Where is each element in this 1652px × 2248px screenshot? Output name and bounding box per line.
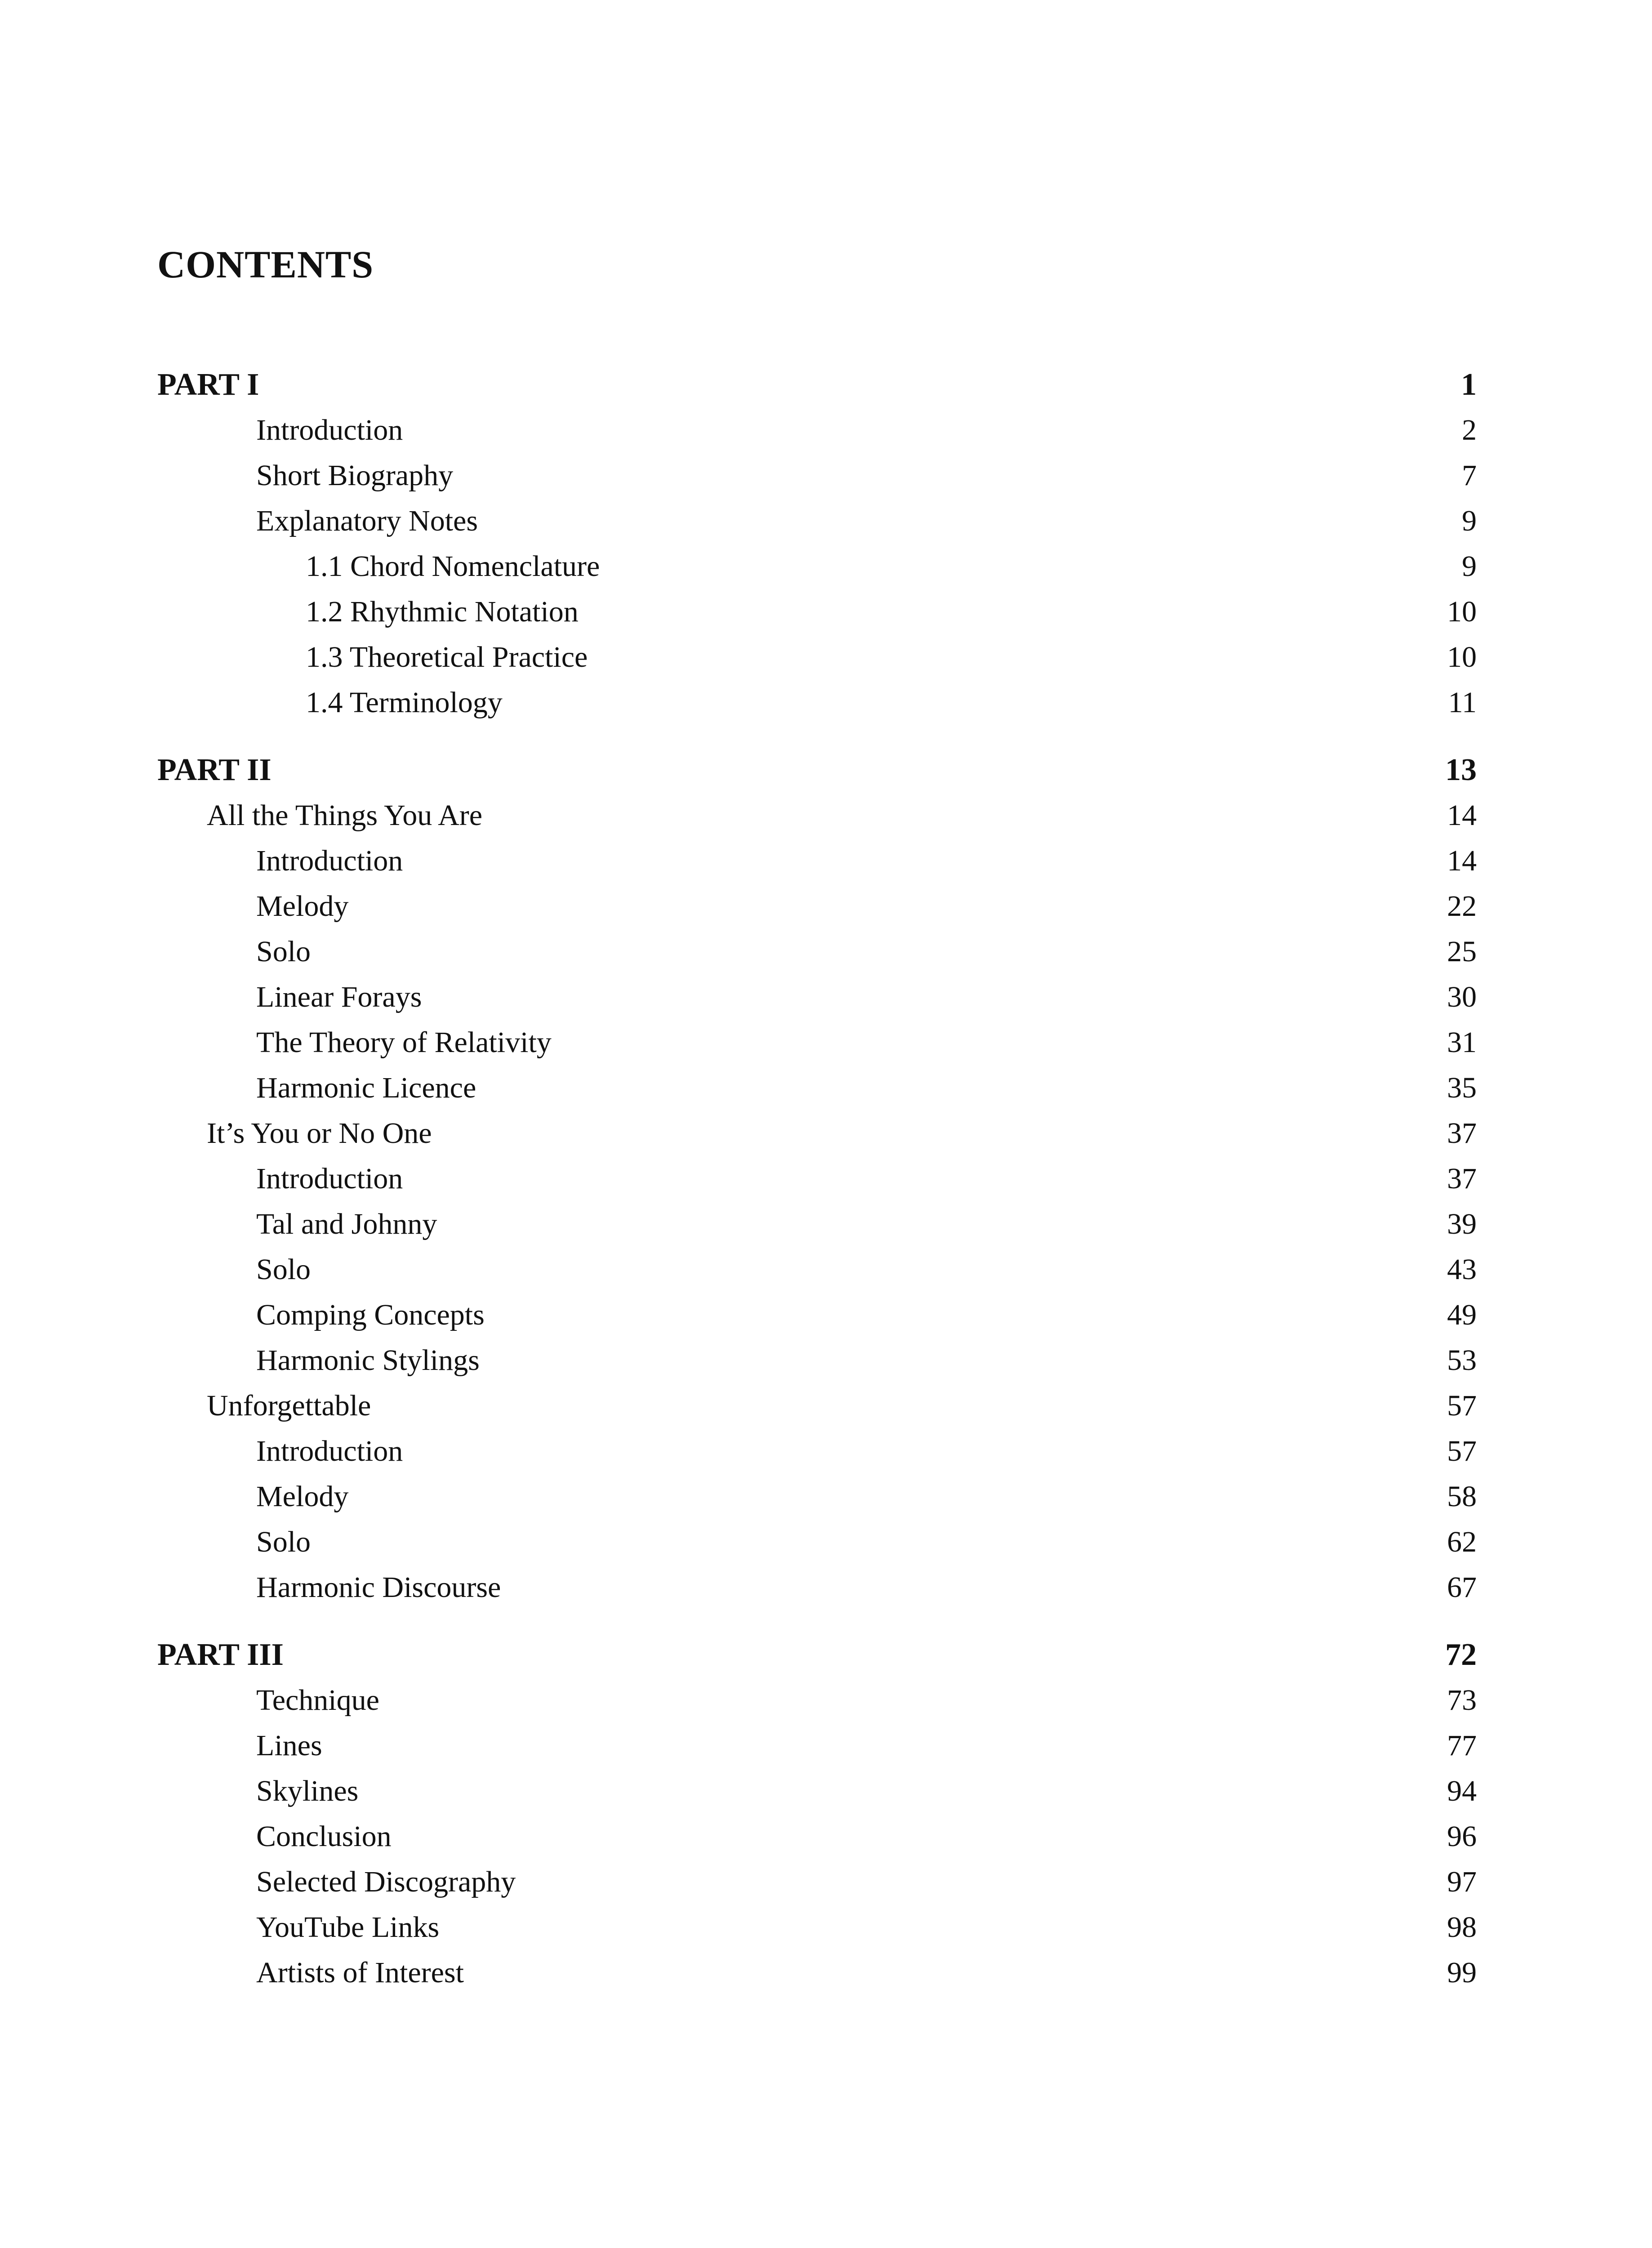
toc-entry[interactable] — [157, 974, 1477, 1020]
toc-entry-page: 98 — [1447, 1911, 1477, 1944]
toc-entry-label: PART I — [157, 367, 259, 402]
toc-entry-label: 1.1 Chord Nomenclature — [306, 550, 600, 583]
toc-entry-page: 25 — [1447, 935, 1477, 968]
table-of-contents — [157, 0, 1477, 2248]
toc-entry-page: 72 — [1445, 1637, 1477, 1672]
toc-entry-page: 99 — [1447, 1956, 1477, 1989]
toc-entry-page: 37 — [1447, 1117, 1477, 1150]
toc-entry[interactable] — [157, 1020, 1477, 1065]
toc-entry[interactable] — [157, 1201, 1477, 1247]
toc-entry-page: 53 — [1447, 1344, 1477, 1377]
toc-entry-page: 14 — [1447, 844, 1477, 877]
toc-entry[interactable] — [157, 793, 1477, 838]
toc-entry[interactable] — [157, 883, 1477, 929]
toc-entry-page: 9 — [1462, 550, 1477, 583]
toc-entry[interactable] — [157, 1905, 1477, 1950]
toc-entry-page: 30 — [1447, 981, 1477, 1013]
toc-entry-page: 39 — [1447, 1208, 1477, 1240]
toc-entry-label: All the Things You Are — [207, 799, 483, 832]
toc-entry[interactable] — [157, 1859, 1477, 1905]
toc-entry-label: Tal and Johnny — [256, 1208, 437, 1240]
toc-entry-label: Artists of Interest — [256, 1956, 464, 1989]
toc-entry-label: Selected Discography — [256, 1865, 516, 1898]
toc-entry-page: 14 — [1447, 799, 1477, 832]
toc-entry-label: PART III — [157, 1637, 284, 1672]
toc-entry-page: 94 — [1447, 1775, 1477, 1807]
toc-entry-page: 96 — [1447, 1820, 1477, 1853]
toc-entry-page: 1 — [1461, 367, 1477, 402]
toc-entry-label: 1.4 Terminology — [306, 686, 503, 719]
toc-entry-page: 13 — [1445, 753, 1477, 787]
toc-entry-label: PART II — [157, 753, 272, 787]
toc-entry-label: YouTube Links — [256, 1911, 440, 1944]
toc-entry[interactable] — [157, 407, 1477, 453]
toc-entry-label: Short Biography — [256, 459, 454, 492]
toc-entry[interactable] — [157, 589, 1477, 634]
toc-entry[interactable] — [157, 929, 1477, 974]
toc-entry-label: Skylines — [256, 1775, 359, 1807]
toc-entry[interactable] — [157, 544, 1477, 589]
toc-entry[interactable] — [157, 1677, 1477, 1723]
toc-entry[interactable] — [157, 1565, 1477, 1610]
toc-entry-page: 73 — [1447, 1684, 1477, 1717]
toc-entry-label: 1.2 Rhythmic Notation — [306, 595, 579, 628]
toc-entry-label: Melody — [256, 1480, 349, 1513]
toc-entry-page: 62 — [1447, 1525, 1477, 1558]
toc-entry[interactable] — [157, 1428, 1477, 1474]
toc-entry[interactable] — [157, 1383, 1477, 1428]
toc-entry-label: Conclusion — [256, 1820, 392, 1853]
toc-entry[interactable] — [157, 1768, 1477, 1814]
toc-entry-page: 35 — [1447, 1071, 1477, 1104]
toc-entry-label: Comping Concepts — [256, 1298, 485, 1331]
toc-entry-label: Solo — [256, 1253, 311, 1286]
toc-entry[interactable] — [157, 1723, 1477, 1768]
toc-entry[interactable] — [157, 498, 1477, 544]
toc-entry-page: 31 — [1447, 1026, 1477, 1059]
toc-entry-label: Introduction — [256, 1435, 403, 1467]
toc-entry[interactable] — [157, 1111, 1477, 1156]
toc-entry-page: 2 — [1462, 414, 1477, 446]
toc-entry-page: 9 — [1462, 504, 1477, 537]
toc-entry-label: Harmonic Stylings — [256, 1344, 480, 1377]
toc-entry-label: Explanatory Notes — [256, 504, 478, 537]
toc-entry-page: 10 — [1447, 641, 1477, 674]
toc-entry-page: 11 — [1448, 686, 1477, 719]
toc-entry-label: Harmonic Discourse — [256, 1571, 501, 1604]
toc-entry-label: Melody — [256, 890, 349, 923]
toc-entry-page: 57 — [1447, 1435, 1477, 1467]
toc-entry-page: 43 — [1447, 1253, 1477, 1286]
toc-entry-label: Introduction — [256, 414, 403, 446]
toc-entry-label: 1.3 Theoretical Practice — [306, 641, 588, 674]
toc-entry-part-2[interactable] — [157, 747, 1477, 793]
toc-entry[interactable] — [157, 634, 1477, 680]
toc-entry[interactable] — [157, 1950, 1477, 1995]
toc-entry-label: Introduction — [256, 1162, 403, 1195]
toc-entry-part-3[interactable] — [157, 1632, 1477, 1677]
toc-entry[interactable] — [157, 453, 1477, 498]
toc-entry[interactable] — [157, 680, 1477, 725]
toc-entry-page: 58 — [1447, 1480, 1477, 1513]
toc-entry[interactable] — [157, 1156, 1477, 1201]
toc-entry[interactable] — [157, 838, 1477, 883]
toc-entry-label: It’s You or No One — [207, 1117, 432, 1150]
toc-entry-label: Unforgettable — [207, 1389, 371, 1422]
toc-entry[interactable] — [157, 1292, 1477, 1338]
page-title: CONTENTS — [157, 243, 374, 286]
toc-entry-label: Solo — [256, 1525, 311, 1558]
toc-entry[interactable] — [157, 1338, 1477, 1383]
toc-entry-label: Harmonic Licence — [256, 1071, 476, 1104]
toc-entry-label: Solo — [256, 935, 311, 968]
toc-entry-label: Technique — [256, 1684, 379, 1717]
toc-entry[interactable] — [157, 1065, 1477, 1111]
toc-entry-page: 37 — [1447, 1162, 1477, 1195]
toc-entry-label: Introduction — [256, 844, 403, 877]
toc-entry[interactable] — [157, 1247, 1477, 1292]
toc-entry-label: Linear Forays — [256, 981, 422, 1013]
toc-entry[interactable] — [157, 1814, 1477, 1859]
toc-entry-part-1[interactable] — [157, 362, 1477, 407]
toc-entry-page: 57 — [1447, 1389, 1477, 1422]
toc-entry-page: 7 — [1462, 459, 1477, 492]
toc-entry-page: 10 — [1447, 595, 1477, 628]
toc-entry[interactable] — [157, 1519, 1477, 1565]
toc-entry-page: 77 — [1447, 1729, 1477, 1762]
toc-entry-label: Lines — [256, 1729, 322, 1762]
toc-entry-page: 67 — [1447, 1571, 1477, 1604]
toc-entry-page: 49 — [1447, 1298, 1477, 1331]
toc-entry-page: 97 — [1447, 1865, 1477, 1898]
toc-entry[interactable] — [157, 1474, 1477, 1519]
toc-entry-label: The Theory of Relativity — [256, 1026, 552, 1059]
toc-entry-page: 22 — [1447, 890, 1477, 923]
